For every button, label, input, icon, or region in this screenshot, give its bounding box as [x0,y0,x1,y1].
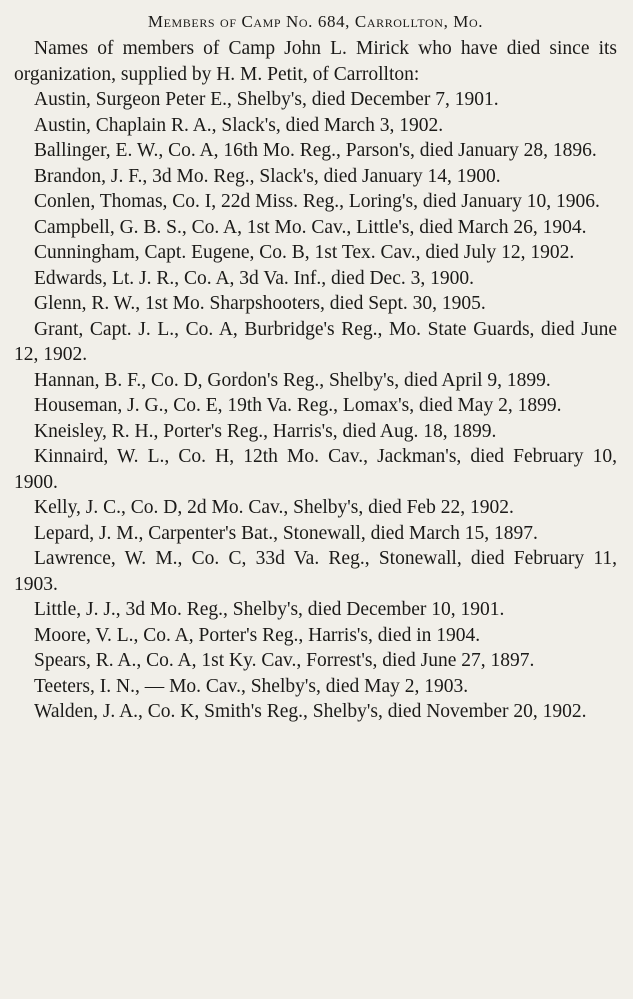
member-entry: Houseman, J. G., Co. E, 19th Va. Reg., Lomax's, died May 2, 1899. [34,395,562,416]
section-heading: Members of Camp No. 684, Carrollton, Mo. [147,12,484,31]
member-entry: Conlen, Thomas, Co. I, 22d Miss. Reg., Loring's, died January 10, 1906. [34,191,600,212]
member-entry: Little, J. J., 3d Mo. Reg., Shelby's, died December 10, 1901. [34,599,505,620]
member-entry: Hannan, B. F., Co. D, Gordon's Reg., Shelby's, died April 9, 1899. [34,369,551,391]
member-entry: Kneisley, R. H., Porter's Reg., Harris's, died Aug. 18, 1899. [34,420,497,442]
member-entry: Moore, V. L., Co. A, Porter's Reg., Harris's, died in 1904. [34,624,481,646]
member-entry: Walden, J. A., Co. K, Smith's Reg., Shelby's, died November 20, 1902. [34,701,587,722]
member-entry: Glenn, R. W., 1st Mo. Sharpshooters, died Sept. 30, 1905. [34,293,486,314]
member-entry: Austin, Chaplain R. A., Slack's, died March 3, 1902. [34,114,444,136]
member-entry: Kinnaird, W. L., Co. H, 12th Mo. Cav., Jackman's, died February 10, 1900. [14,446,617,493]
member-entry: Teeters, I. N., — Mo. Cav., Shelby's, died May 2, 1903. [34,675,469,697]
member-entry: Ballinger, E. W., Co. A, 16th Mo. Reg., Parson's, died January 28, 1896. [34,140,597,161]
intro-paragraph: Names of members of Camp John L. Mirick who have died since its organization, supplied by H. M. Petit, of Carrollton: [14,38,617,85]
member-entry: Cunningham, Capt. Eugene, Co. B, 1st Tex. Cav., died July 12, 1902. [34,242,575,263]
member-entry: Spears, R. A., Co. A, 1st Ky. Cav., Forrest's, died June 27, 1897. [34,650,535,671]
member-entry: Austin, Surgeon Peter E., Shelby's, died December 7, 1901. [34,89,499,110]
member-entry: Lawrence, W. M., Co. C, 33d Va. Reg., Stonewall, died February 11, 1903. [14,548,617,595]
document-page [14,8,617,725]
member-entry: Grant, Capt. J. L., Co. A, Burbridge's Reg., Mo. State Guards, died June 12, 1902. [14,318,617,365]
member-entry: Lepard, J. M., Carpenter's Bat., Stonewall, died March 15, 1897. [34,522,538,544]
member-entry: Edwards, Lt. J. R., Co. A, 3d Va. Inf., died Dec. 3, 1900. [34,267,474,289]
member-entry: Campbell, G. B. S., Co. A, 1st Mo. Cav., Little's, died March 26, 1904. [34,216,587,238]
member-list [14,87,617,725]
member-entry: Kelly, J. C., Co. D, 2d Mo. Cav., Shelby's, died Feb 22, 1902. [34,497,514,518]
member-entry: Brandon, J. F., 3d Mo. Reg., Slack's, died January 14, 1900. [34,165,501,187]
